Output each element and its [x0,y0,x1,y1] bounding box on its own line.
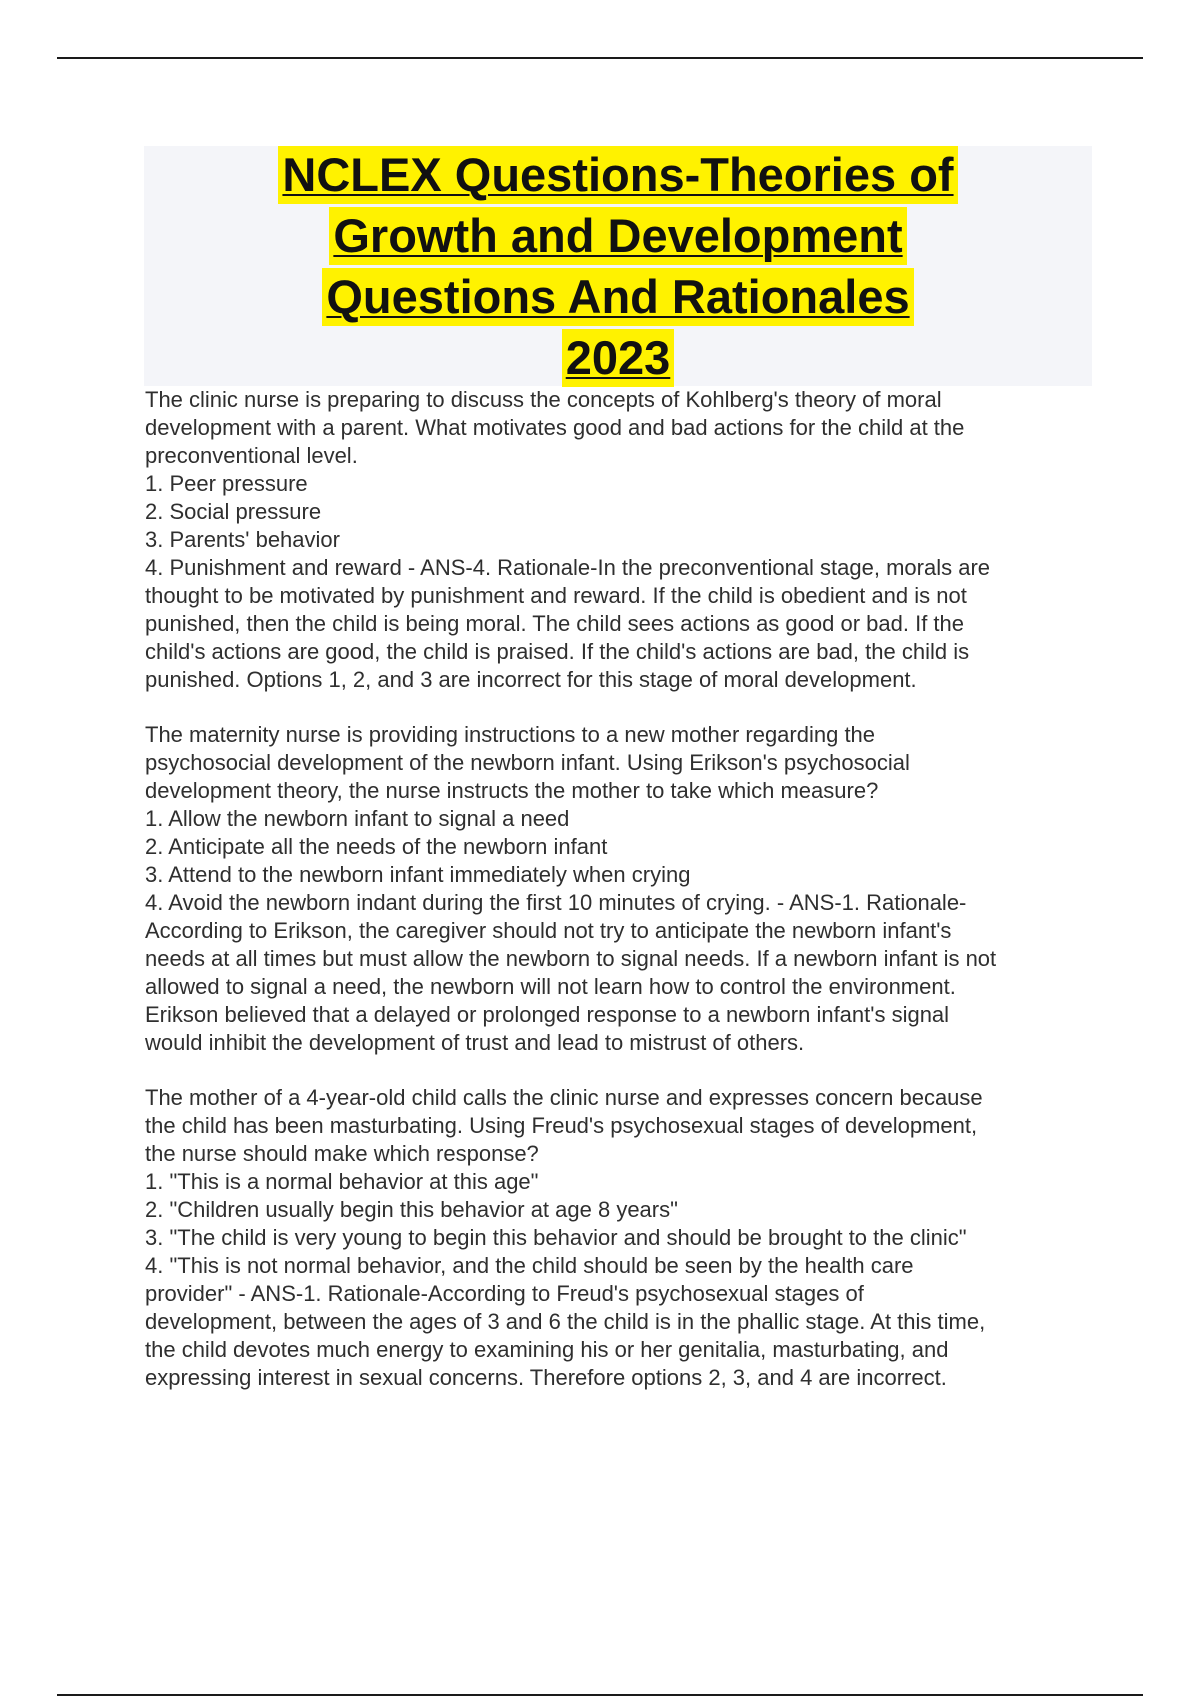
question-1-option-3: 3. Parents' behavior [145,527,340,552]
title-line-1: NCLEX Questions-Theories of [278,146,957,204]
question-1-line-3: preconventional level. [145,443,358,468]
question-1-rationale-line-4: punished. Options 1, 2, and 3 are incorrect for this stage of moral development. [145,667,917,692]
question-1-option-2: 2. Social pressure [145,499,322,524]
questions-body [145,386,1095,1419]
question-2-rationale-line-4: Erikson believed that a delayed or prolonged response to a newborn infant's signal [145,1002,950,1027]
question-block-2 [145,721,1095,1057]
question-1-line-2: development with a parent. What motivates good and bad actions for the child at the [145,415,965,440]
question-1-rationale-line-3: child's actions are good, the child is praised. If the child's actions are bad, the child is [145,639,970,664]
question-2-rationale-line-5: would inhibit the development of trust and lead to mistrust of others. [145,1030,805,1055]
question-2-option-3: 3. Attend to the newborn infant immediately when crying [145,862,691,887]
bottom-rule [57,1694,1143,1696]
question-3-line-3: the nurse should make which response? [145,1141,539,1166]
question-3-rationale-line-3: expressing interest in sexual concerns. Therefore options 2, 3, and 4 are incorrect. [145,1365,947,1390]
title-line-4: 2023 [562,329,675,387]
question-3-option-4: 4. "This is not normal behavior, and the child should be seen by the health care [145,1253,914,1278]
title-line-3: Questions And Rationales [322,268,913,326]
question-3-option-2: 2. "Children usually begin this behavior at age 8 years" [145,1197,678,1222]
question-2-rationale-line-2: needs at all times but must allow the newborn to signal needs. If a newborn infant is not [145,946,997,971]
question-2-option-2: 2. Anticipate all the needs of the newborn infant [145,834,608,859]
question-block-3 [145,1084,1095,1392]
question-3-rationale-line-1: development, between the ages of 3 and 6 the child is in the phallic stage. At this time, [145,1309,986,1334]
question-2-line-1: The maternity nurse is providing instructions to a new mother regarding the [145,722,876,747]
question-1-rationale-line-2: punished, then the child is being moral. The child sees actions as good or bad. If the [145,611,964,636]
question-2-rationale-line-3: allowed to signal a need, the newborn will not learn how to control the environment. [145,974,956,999]
question-3-line-1: The mother of a 4-year-old child calls the clinic nurse and expresses concern because [145,1085,983,1110]
question-3-option-3: 3. "The child is very young to begin this behavior and should be brought to the clinic" [145,1225,967,1250]
document-title [144,146,1092,386]
question-1-option-1: 1. Peer pressure [145,471,308,496]
question-2-option-4-answer: 4. Avoid the newborn indant during the first 10 minutes of crying. - ANS-1. Rationale- [145,890,967,915]
question-1-option-4-answer: 4. Punishment and reward - ANS-4. Rationale-In the preconventional stage, morals are [145,555,991,580]
question-2-rationale-line-1: According to Erikson, the caregiver should not try to anticipate the newborn infant's [145,918,952,943]
top-rule [57,57,1143,59]
question-2-option-1: 1. Allow the newborn infant to signal a need [145,806,570,831]
question-3-answer-line: provider" - ANS-1. Rationale-According to Freud's psychosexual stages of [145,1281,864,1306]
question-1-line-1: The clinic nurse is preparing to discuss the concepts of Kohlberg's theory of moral [145,387,942,412]
question-3-line-2: the child has been masturbating. Using Freud's psychosexual stages of development, [145,1113,978,1138]
question-3-rationale-line-2: the child devotes much energy to examining his or her genitalia, masturbating, and [145,1337,949,1362]
question-2-line-3: development theory, the nurse instructs the mother to take which measure? [145,778,879,803]
question-3-option-1: 1. "This is a normal behavior at this age" [145,1169,539,1194]
question-2-line-2: psychosocial development of the newborn infant. Using Erikson's psychosocial [145,750,910,775]
question-1-rationale-line-1: thought to be motivated by punishment and reward. If the child is obedient and is not [145,583,967,608]
title-line-2: Growth and Development [329,207,906,265]
question-block-1 [145,386,1095,694]
